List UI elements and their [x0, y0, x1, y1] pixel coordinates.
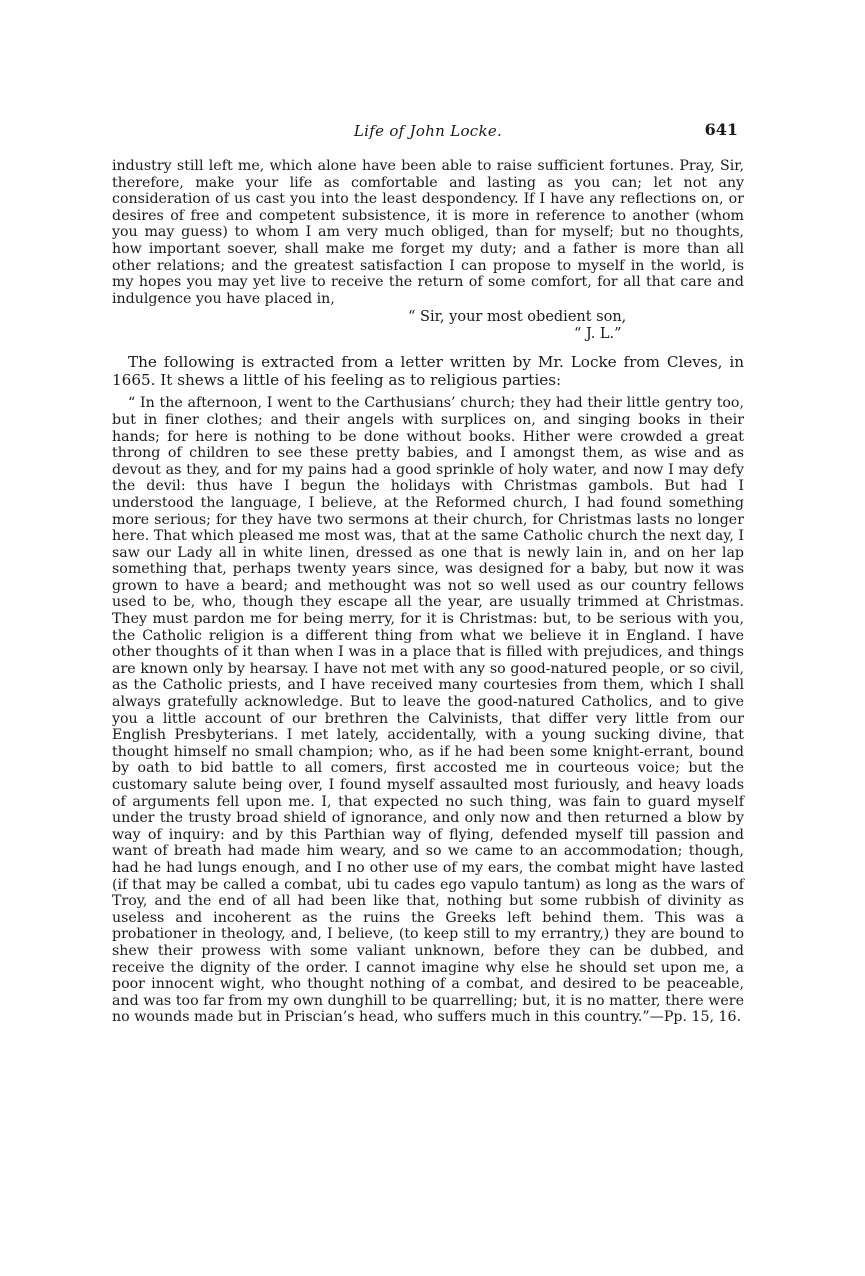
letter-closing: “ Sir, your most obedient son,: [408, 309, 627, 326]
page-header: [112, 122, 744, 144]
page-number: 641: [704, 120, 738, 139]
letter-signature: “ J. L.”: [574, 326, 622, 343]
letter-end-paragraph: industry still left me, which alone have been able to raise sufficient fortunes. Pray, Sir, therefore, make your life as comfortable and lasting as you can; let not any consideration of us cast you into the least despondency. If I have any reflections on, or desires of free and competent subsistence, it is more in reference to another (whom you may guess) to whom I am very much obliged, than for myself; but no thoughts, how important soever, shall make me forget my duty; and a father is more than all other relations; and the greatest satisfaction I can propose to myself in the world, is my hopes you may yet live to receive the return of some comfort, for all that care and indulgence you have placed in,: [112, 158, 744, 307]
page: [112, 122, 744, 1026]
extract-paragraph: “ In the afternoon, I went to the Carthusians’ church; they had their little gentry too, but in finer clothes; and their angels with surplices on, and singing books in their hands; for here is nothing to be done without books. Hither were crowded a great throng of children to see these pretty babies, and I amongst them, as wise and as devout as they, and for my pains had a good sprinkle of holy water, and now I may defy the devil: thus have I begun the holidays with Christmas gambols. But had I understood the language, I believe, at the Reformed church, I had found something more serious; for they have two sermons at their church, for Christmas lasts no longer here. That which pleased me most was, that at the same Catholic church the next day, I saw our Lady all in white linen, dressed as one that is newly lain in, and on her lap something that, perhaps twenty years since, was designed for a baby, but now it was grown to have a beard; and methought was not so well used as our country fellows used to be, who, though they escape all the year, are usually trimmed at Christmas. They must pardon me for being merry, for it is Christmas: but, to be serious with you, the Catholic religion is a different thing from what we believe it in England. I have other thoughts of it than when I was in a place that is filled with prejudices, and things are known only by hearsay. I have not met with any so good-natured people, or so civil, as the Catholic priests, and I have received many courtesies from them, which I shall always gratefully acknowledge. But to leave the good-natured Catholics, and to give you a little account of our brethren the Calvinists, that differ very little from our English Presbyterians. I met lately, accidentally, with a young sucking divine, that thought himself no small champion; who, as if he had been some knight-errant, bound by oath to bid battle to all comers, first accosted me in courteous voice; but the customary salute being over, I found myself assaulted most furiously, and heavy loads of arguments fell upon me. I, that expected no such thing, was fain to guard myself under the trusty broad shield of ignorance, and only now and then returned a blow by way of inquiry: and by this Parthian way of flying, defended myself till passion and want of breath had made him weary, and so we came to an accommodation; though, had he had lungs enough, and I no other use of my ears, the combat might have lasted (if that may be called a combat, ubi tu cades ego vapulo tantum) as long as the wars of Troy, and the end of all had been like that, nothing but some rubbish of divinity as useless and incoherent as the ruins the Greeks left behind them. This was a probationer in theology, and, I believe, (to keep still to my errantry,) they are bound to shew their prowess with some valiant unknown, before they can be dubbed, and receive the dignity of the order. I cannot imagine why else he should set upon me, a poor innocent wight, who thought nothing of a combat, and desired to be peaceable, and was too far from my own dunghill to be quarrelling; but, it is no matter, there were no wounds made but in Priscian’s head, who suffers much in this country.”—Pp. 15, 16.: [112, 395, 744, 1026]
intro-paragraph: The following is extracted from a letter written by Mr. Locke from Cleves, in 1665. It shews a little of his feeling as to religious parties:: [112, 353, 744, 390]
running-title: Life of John Locke.: [353, 122, 503, 140]
